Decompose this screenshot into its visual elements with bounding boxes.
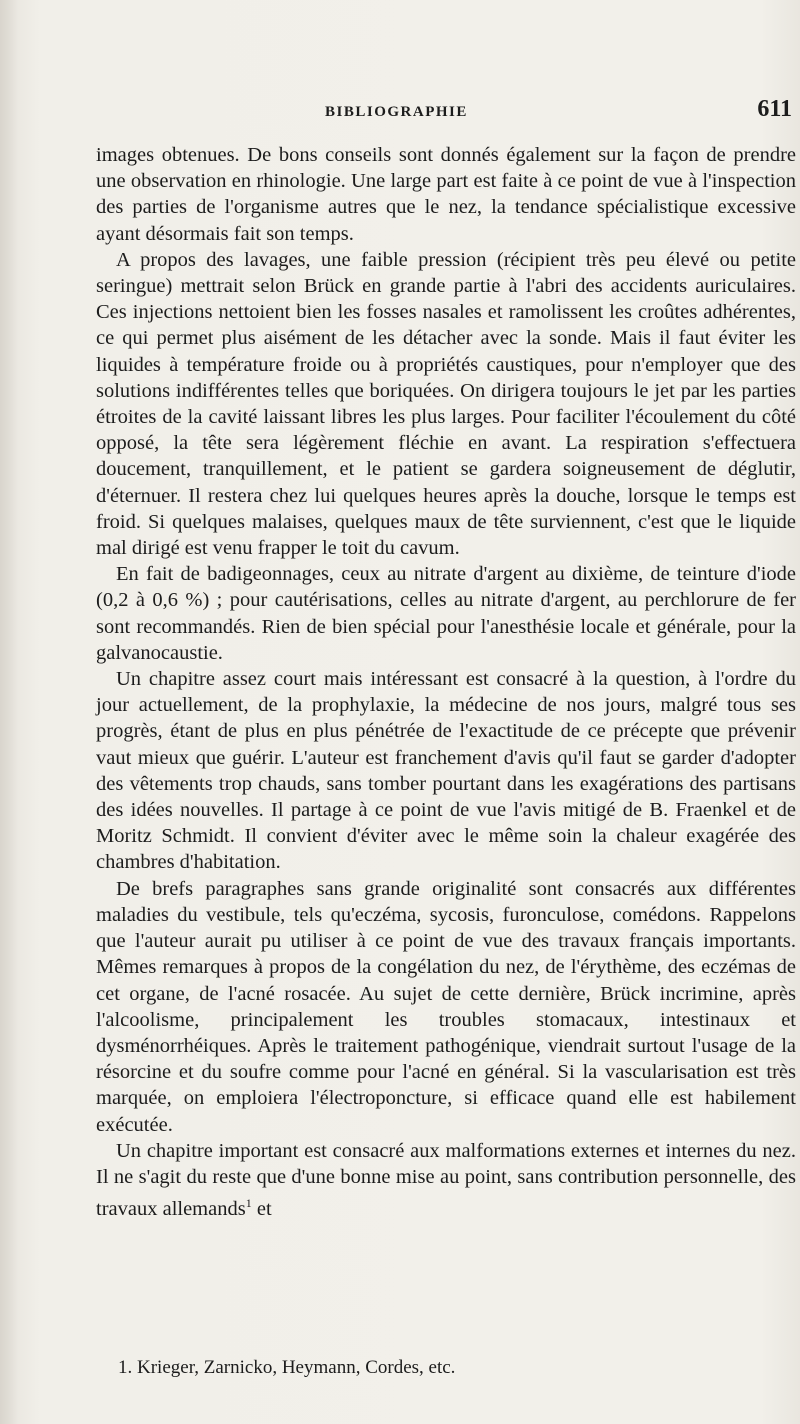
scan-edge-shadow — [0, 0, 18, 1424]
paragraph-6: Un chapitre important est consacré aux malformations externes et internes du nez. Il ne s'agit du reste que d'une bonne mise au point, sans contribution personnelle, des travaux allemands$^1$ et — [96, 1139, 796, 1220]
paragraph-4: Un chapitre assez court mais intéressant est consacré à la question, à l'ordre du jour actuellement, de la prophylaxie, la médecine de nos jours, malgré tous ses progrès, étant de plus en plus pénétrée de l'exactitude de ce précepte que prévenir vaut mieux que guérir. L'auteur est franchement d'avis qu'il faut se garder d'adopter des vêtements trop chauds, sans tomber pourtant dans les exagérations des partisans des idées nouvelles. Il partage à ce point de vue l'avis mitigé de B. Fraenkel et de Moritz Schmidt. Il convient d'éviter avec le même soin la chaleur exagérée des chambres d'habitation. — [96, 668, 796, 874]
footnote-marker: 1 — [245, 1196, 252, 1211]
paragraph-5: De brefs paragraphes sans grande originalité sont consacrés aux différentes maladies du vestibule, tels qu'eczéma, sycosis, furonculose, comédons. Rappelons que l'auteur aurait pu utiliser à ce point de vue des travaux français importants. Mêmes remarques à propos de la congélation du nez, de l'érythème, des eczémas de cet organe, de l'acné rosacée. Au sujet de cette dernière, Brück incrimine, après l'alcoolisme, principalement les troubles stomacaux, intestinaux et dysménorrhéiques. Après le traitement pathogénique, viendrait surtout l'usage de la résorcine et du soufre comme pour l'acné en général. Si la vascularisation est très marquée, on emploiera l'électroponcture, si efficace quand elle est habilement exécutée. — [96, 877, 796, 1136]
footnote: 1. Krieger, Zarnicko, Heymann, Cordes, etc. — [118, 1357, 456, 1378]
paragraph-6-text: Un chapitre important est consacré aux malformations externes et internes du nez. Il ne s'agit du reste que d'une bonne mise au point, sans contribution personnelle, des travaux allemands — [96, 1139, 796, 1220]
body-text — [96, 142, 796, 1222]
running-title: BIBLIOGRAPHIE — [325, 104, 468, 120]
paragraph-3: En fait de badigeonnages, ceux au nitrate d'argent au dixième, de teinture d'iode (0,2 à 0,6 %) ; pour cautérisations, celles au nitrate d'argent, au perchlorure de fer sont recommandés. Rien de bien spécial pour l'anesthésie locale et générale, pour la galvanocaustie. — [96, 563, 796, 664]
page-header — [95, 96, 795, 136]
paragraph-1: images obtenues. De bons conseils sont donnés également sur la façon de prendre une observation en rhinologie. Une large part est faite à ce point de vue à l'inspection des parties de l'organisme autres que le nez, la tendance spécialistique excessive ayant désormais fait son temps. — [96, 144, 796, 245]
page-number: 611 — [757, 96, 792, 122]
paragraph-2: A propos des lavages, une faible pression (récipient très peu élevé ou petite seringue) mettrait selon Brück en grande partie à l'abri des accidents auriculaires. Ces injections nettoient bien les fosses nasales et ramolissent les croûtes adhérentes, ce qui permet plus aisément de les détacher avec la sonde. Mais il faut éviter les liquides à température froide ou à propriétés caustiques, pour n'employer que des solutions indifférentes telles que boriquées. On dirigera toujours le jet par les parties étroites de la cavité laissant libres les plus larges. Pour faciliter l'écoulement du côté opposé, la tête sera légèrement fléchie en avant. La respiration s'effectuera doucement, tranquillement, et le patient se gardera soigneusement de déglutir, d'éternuer. Il restera chez lui quelques heures après la douche, lorsque le temps est froid. Si quelques malaises, quelques maux de tête surviennent, c'est que le liquide mal dirigé est venu frapper le toit du cavum. — [96, 248, 796, 560]
